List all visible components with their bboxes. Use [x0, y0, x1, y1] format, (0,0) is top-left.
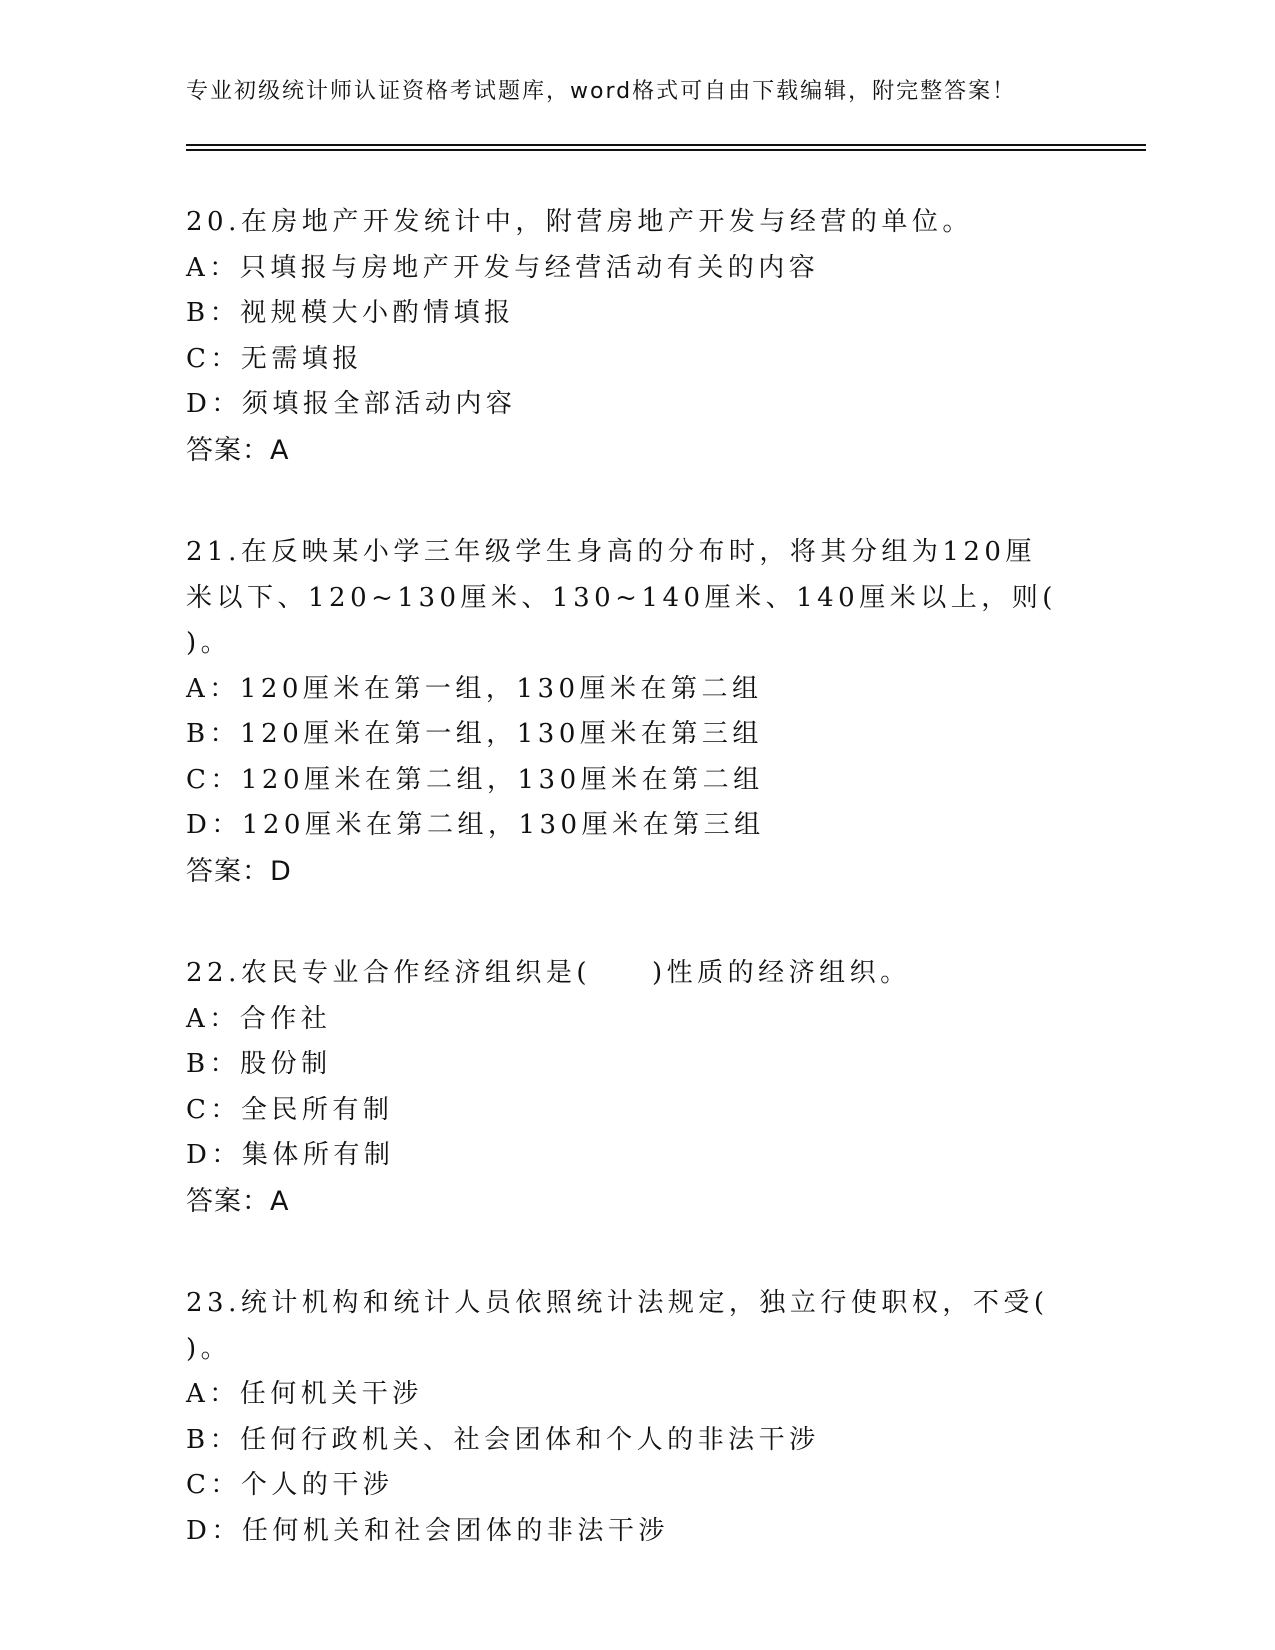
option-b: B：视规模大小酌情填报 — [186, 298, 515, 328]
option-d: D：集体所有制 — [186, 1140, 395, 1170]
answer-line: 答案：A — [186, 1185, 290, 1217]
option-a: A：120厘米在第一组，130厘米在第二组 — [186, 673, 763, 704]
header-divider — [186, 144, 1146, 146]
option-a: A：合作社 — [186, 1003, 332, 1034]
option-c: C：个人的干涉 — [186, 1470, 394, 1500]
question-stem: 21.在反映某小学三年级学生身高的分布时，将其分组为120厘米以下、120~130厘米、130~140厘米、140厘米以上，则( )。 — [186, 537, 1118, 658]
answer-line: 答案：D — [186, 855, 292, 887]
option-b: B：股份制 — [186, 1049, 332, 1079]
option-b: B：任何行政机关、社会团体和个人的非法干涉 — [186, 1424, 820, 1455]
option-d: D：120厘米在第二组，130厘米在第三组 — [186, 810, 765, 840]
question-stem: 20.在房地产开发统计中，附营房地产开发与经营的单位。 — [186, 207, 973, 237]
option-c: C：全民所有制 — [186, 1094, 394, 1125]
option-a: A：任何机关干涉 — [186, 1379, 423, 1409]
question-20 — [186, 200, 1086, 473]
page-header: 专业初级统计师认证资格考试题库，word格式可自由下载编辑，附完整答案！ — [186, 79, 1017, 104]
option-b: B：120厘米在第一组，130厘米在第三组 — [186, 719, 763, 749]
header-divider-secondary — [186, 149, 1146, 151]
question-22 — [186, 951, 1086, 1224]
question-stem: 23.统计机构和统计人员依照统计法规定，独立行使职权，不受( )。 — [186, 1288, 1110, 1364]
option-c: C：无需填报 — [186, 343, 363, 374]
option-a: A：只填报与房地产开发与经营活动有关的内容 — [186, 252, 820, 283]
question-stem: 22.农民专业合作经济组织是( )性质的经济组织。 — [186, 958, 911, 988]
question-list — [186, 200, 1118, 1611]
option-c: C：120厘米在第二组，130厘米在第二组 — [186, 764, 764, 795]
option-d: D：须填报全部活动内容 — [186, 389, 517, 419]
option-d: D：任何机关和社会团体的非法干涉 — [186, 1515, 669, 1546]
question-21 — [186, 530, 1118, 894]
answer-line: 答案：A — [186, 434, 290, 466]
question-23 — [186, 1281, 1110, 1554]
